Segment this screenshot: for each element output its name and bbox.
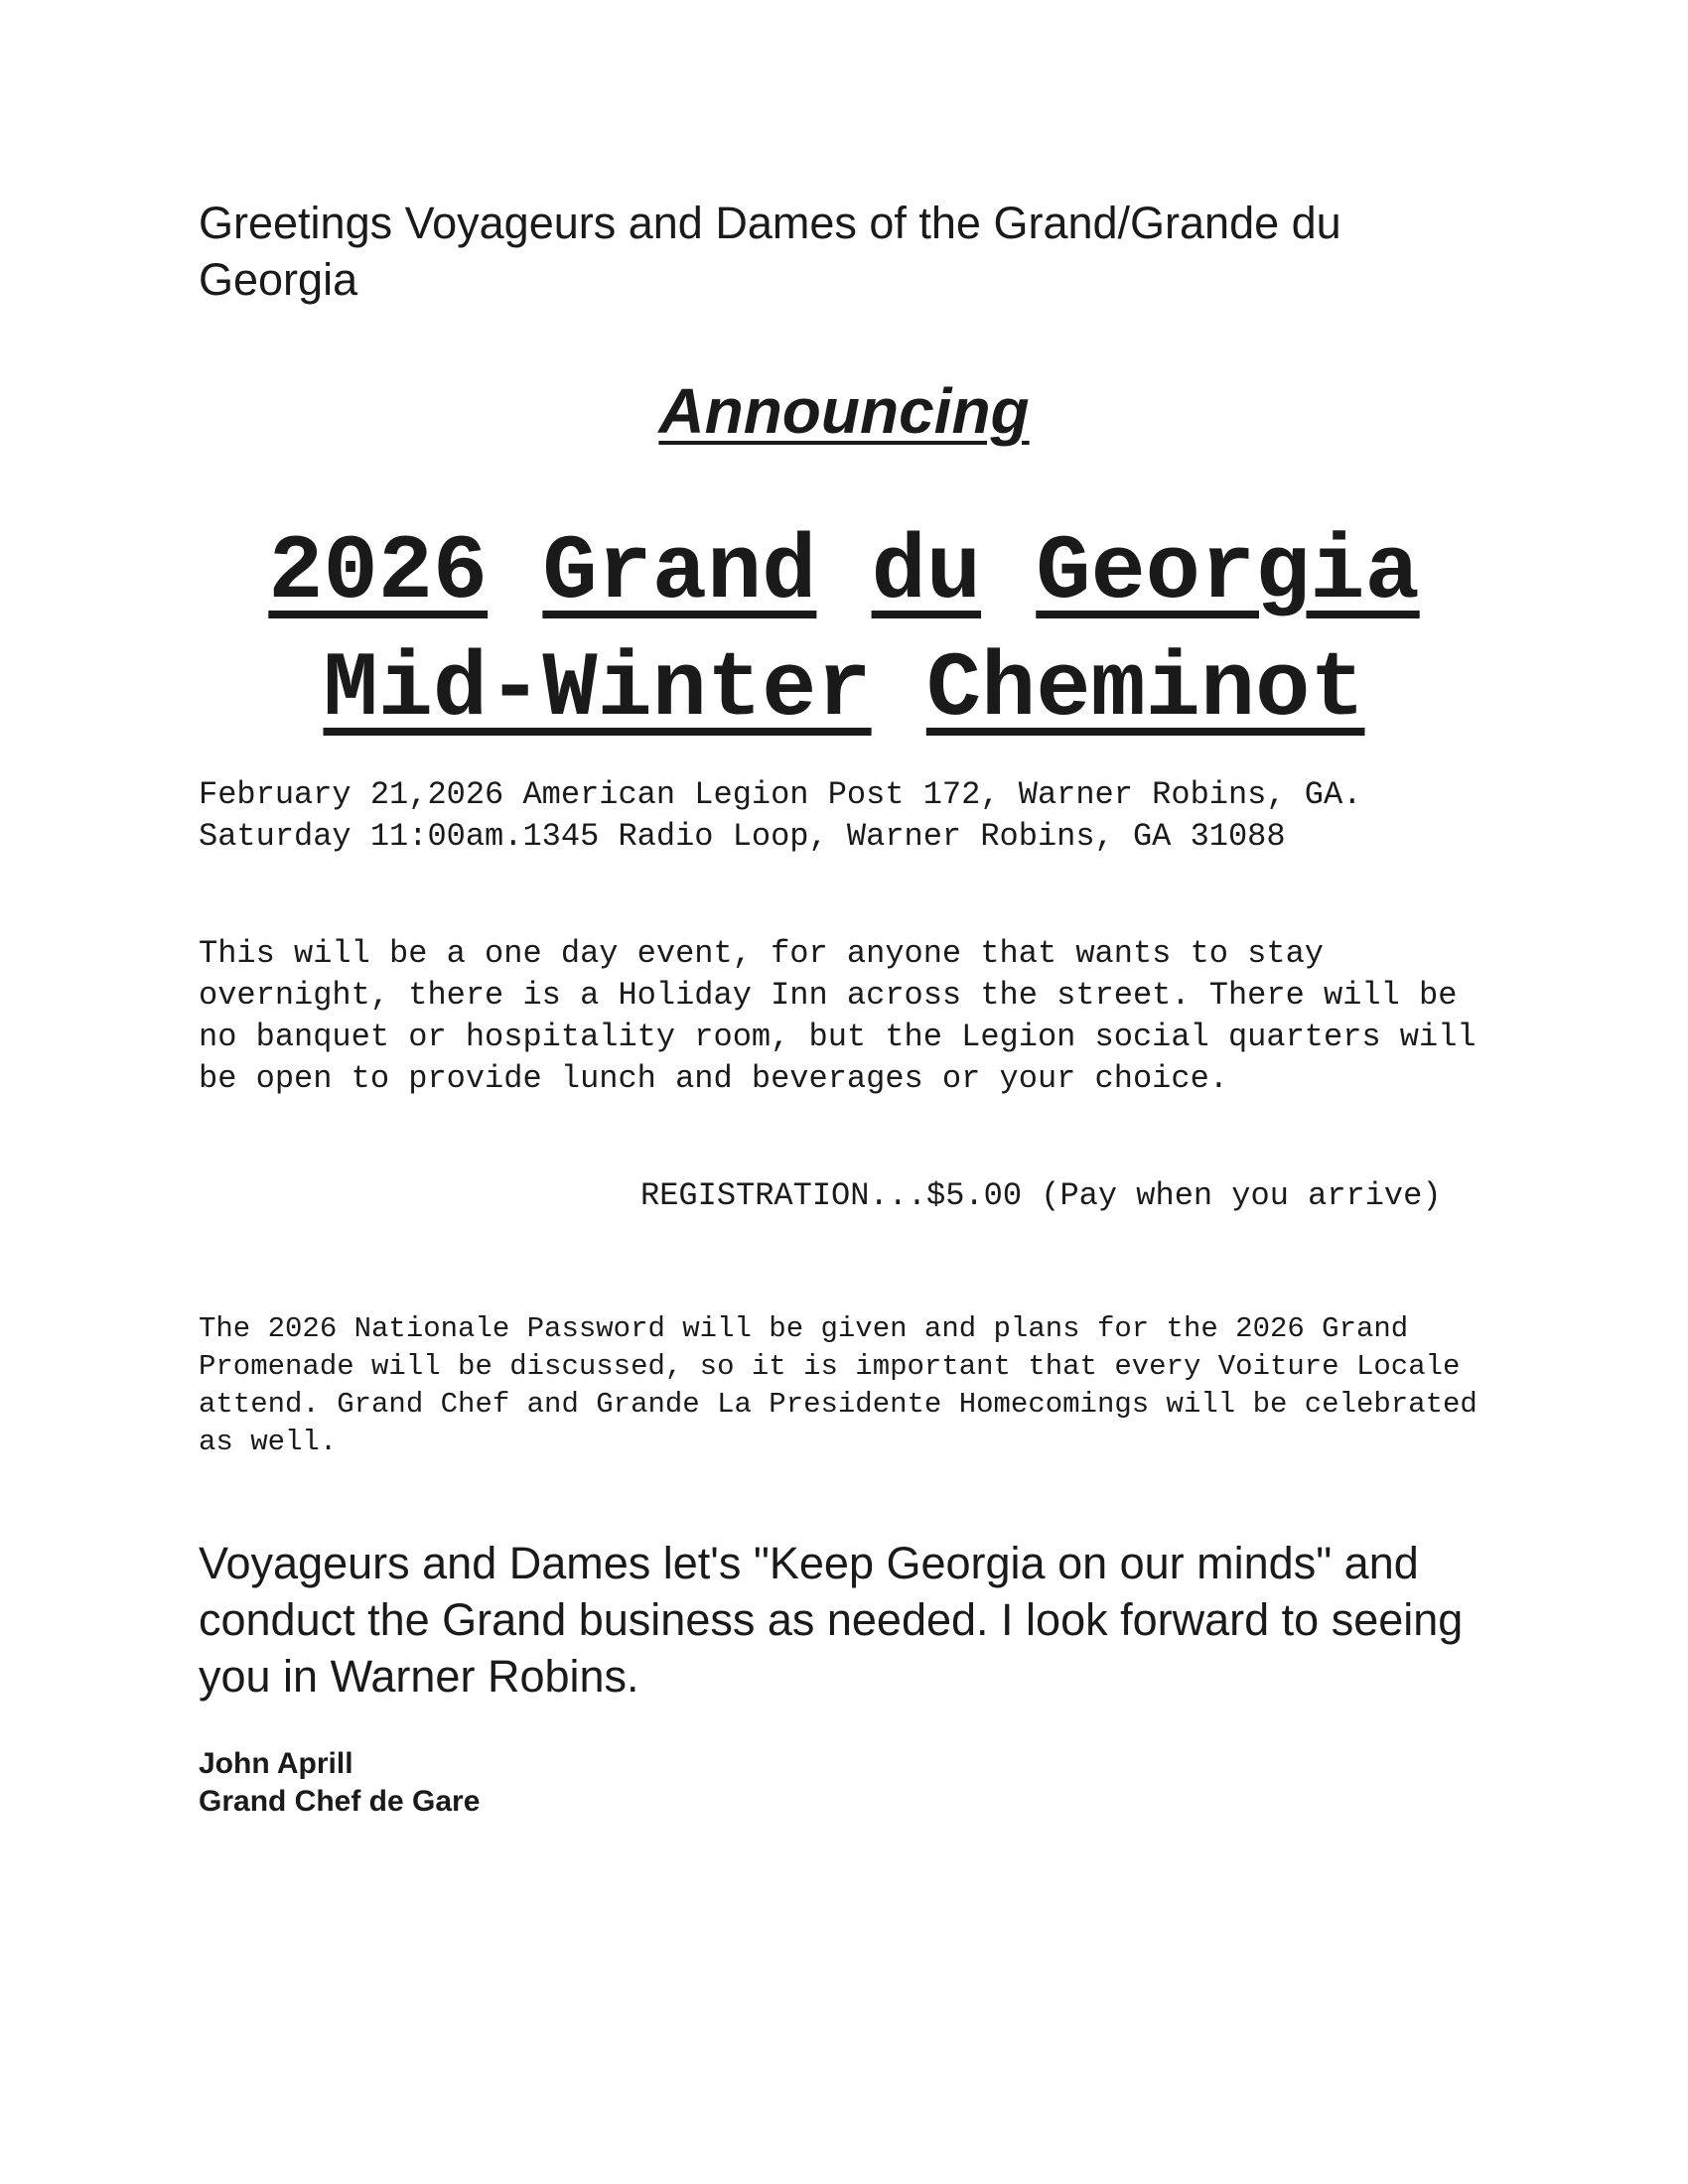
headline-word: Grand — [542, 520, 817, 624]
headline-word: Cheminot — [925, 637, 1365, 742]
headline-word: 2026 — [268, 520, 489, 624]
greeting-line: Greetings Voyageurs and Dames of the Grand/Grande du Georgia — [199, 198, 1341, 305]
signature-title: Grand Chef de Gare — [199, 1785, 481, 1818]
event-details: February 21,2026 American Legion Post 172, Warner Robins, GA. Saturday 11:00am.1345 Radio Loop, Warner Robins, GA 31088 — [199, 776, 1381, 855]
headline-word: Mid-Winter — [323, 637, 872, 742]
event-description: This will be a one day event, for anyone that wants to stay overnight, there is a Holiday Inn across the street. There will be no banquet or hospitality room, but the Legion social quarters will be open to provide lunch and beverages or your choice. — [199, 935, 1495, 1097]
closing-paragraph: Voyageurs and Dames let's "Keep Georgia on our minds" and conduct the Grand business as needed. I look forward to seeing you in Warner Robins. — [199, 1538, 1464, 1702]
password-note: The 2026 Nationale Password will be given and plans for the 2026 Grand Promenade will be discussed, so it is important that every Voiture Locale attend. Grand Chef and Grande La Presidente Homecomings will be celebrated as well. — [199, 1312, 1477, 1458]
event-headline — [159, 514, 1529, 749]
document-page — [199, 195, 1495, 1818]
headline-word: du — [871, 520, 982, 624]
headline-word: Georgia — [1036, 520, 1420, 624]
signature-name: John Aprill — [199, 1747, 353, 1780]
registration-line: REGISTRATION...$5.00 (Pay when you arrive) — [640, 1177, 1442, 1214]
headline-line-2 — [324, 637, 1365, 742]
signature-block — [199, 1745, 480, 1821]
headline-line-1 — [268, 520, 1419, 624]
announcing-heading: Announcing — [658, 375, 1030, 447]
